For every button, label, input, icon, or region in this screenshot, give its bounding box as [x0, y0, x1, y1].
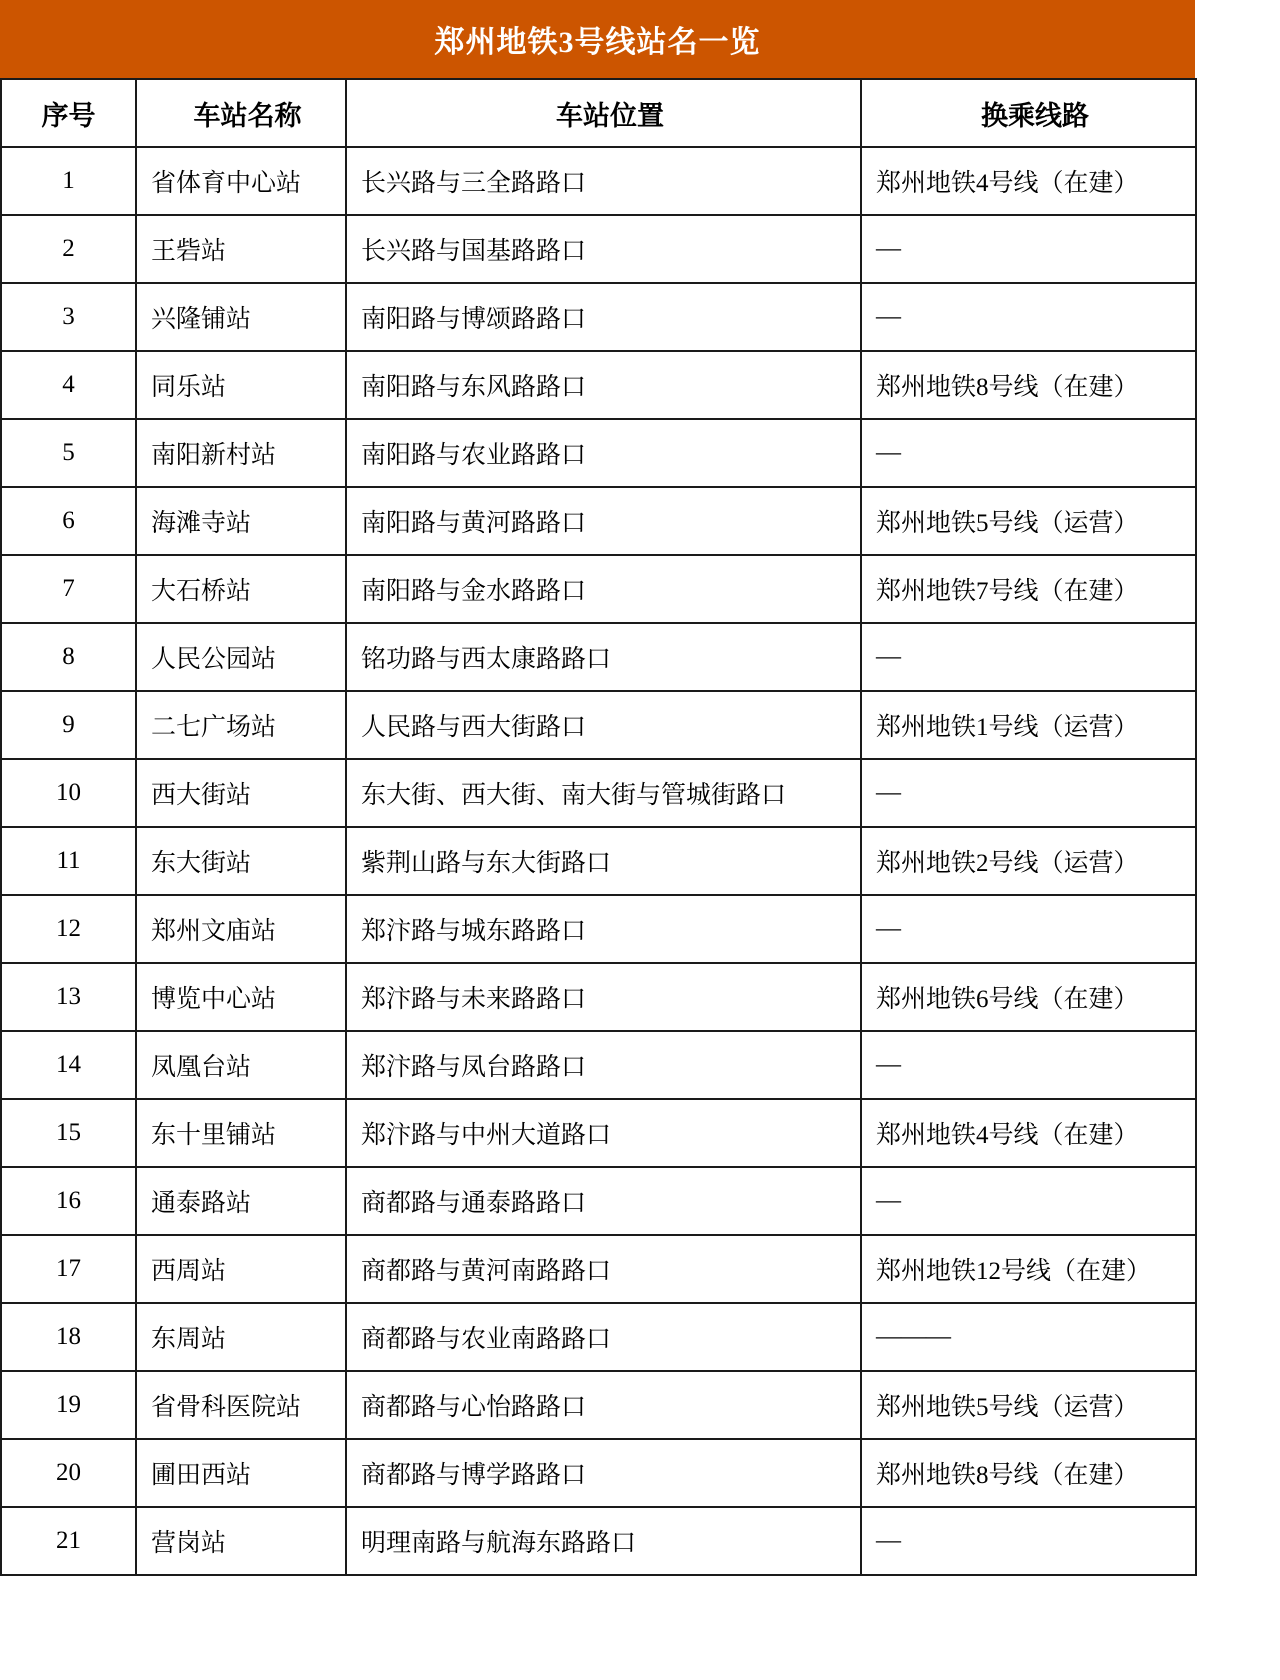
cell-station-name: 博览中心站 — [136, 963, 346, 1031]
cell-transfer-line: 郑州地铁4号线（在建） — [861, 147, 1196, 215]
table-row — [1, 1099, 1196, 1167]
table-row — [1, 487, 1196, 555]
cell-station-location: 郑汴路与城东路路口 — [346, 895, 861, 963]
cell-transfer-line: ——— — [861, 1303, 1196, 1371]
cell-station-name: 东大街站 — [136, 827, 346, 895]
table-row — [1, 1235, 1196, 1303]
cell-station-name: 同乐站 — [136, 351, 346, 419]
table-row — [1, 1167, 1196, 1235]
cell-station-location: 铭功路与西太康路路口 — [346, 623, 861, 691]
cell-station-name: 兴隆铺站 — [136, 283, 346, 351]
cell-transfer-line: 郑州地铁2号线（运营） — [861, 827, 1196, 895]
cell-transfer-line: — — [861, 623, 1196, 691]
cell-station-name: 圃田西站 — [136, 1439, 346, 1507]
cell-index: 11 — [1, 827, 136, 895]
cell-station-name: 营岗站 — [136, 1507, 346, 1575]
cell-index: 2 — [1, 215, 136, 283]
table-row — [1, 1507, 1196, 1575]
cell-transfer-line: 郑州地铁6号线（在建） — [861, 963, 1196, 1031]
cell-index: 18 — [1, 1303, 136, 1371]
table-row — [1, 963, 1196, 1031]
cell-index: 8 — [1, 623, 136, 691]
cell-transfer-line: — — [861, 215, 1196, 283]
cell-station-name: 西大街站 — [136, 759, 346, 827]
cell-transfer-line: — — [861, 1167, 1196, 1235]
cell-index: 14 — [1, 1031, 136, 1099]
table-body — [1, 147, 1196, 1575]
cell-transfer-line: 郑州地铁12号线（在建） — [861, 1235, 1196, 1303]
cell-station-location: 南阳路与农业路路口 — [346, 419, 861, 487]
cell-station-name: 人民公园站 — [136, 623, 346, 691]
cell-index: 3 — [1, 283, 136, 351]
cell-index: 16 — [1, 1167, 136, 1235]
cell-transfer-line: 郑州地铁5号线（运营） — [861, 487, 1196, 555]
cell-index: 12 — [1, 895, 136, 963]
cell-station-name: 凤凰台站 — [136, 1031, 346, 1099]
cell-station-name: 南阳新村站 — [136, 419, 346, 487]
table-row — [1, 1439, 1196, 1507]
cell-station-location: 郑汴路与凤台路路口 — [346, 1031, 861, 1099]
cell-station-name: 王砦站 — [136, 215, 346, 283]
table-row — [1, 419, 1196, 487]
station-table — [0, 78, 1197, 1576]
cell-station-location: 商都路与博学路路口 — [346, 1439, 861, 1507]
cell-station-location: 南阳路与金水路路口 — [346, 555, 861, 623]
table-row — [1, 351, 1196, 419]
cell-station-name: 省体育中心站 — [136, 147, 346, 215]
cell-transfer-line: 郑州地铁8号线（在建） — [861, 1439, 1196, 1507]
cell-transfer-line: 郑州地铁4号线（在建） — [861, 1099, 1196, 1167]
table-row — [1, 691, 1196, 759]
cell-transfer-line: — — [861, 1031, 1196, 1099]
table-row — [1, 895, 1196, 963]
cell-station-location: 人民路与西大街路口 — [346, 691, 861, 759]
cell-index: 4 — [1, 351, 136, 419]
column-header-location: 车站位置 — [346, 79, 861, 147]
page-title: 郑州地铁3号线站名一览 — [0, 0, 1195, 78]
cell-index: 7 — [1, 555, 136, 623]
cell-index: 13 — [1, 963, 136, 1031]
cell-index: 9 — [1, 691, 136, 759]
cell-station-name: 东周站 — [136, 1303, 346, 1371]
table-row — [1, 827, 1196, 895]
cell-station-location: 长兴路与国基路路口 — [346, 215, 861, 283]
cell-station-location: 东大街、西大街、南大街与管城街路口 — [346, 759, 861, 827]
cell-station-location: 郑汴路与中州大道路口 — [346, 1099, 861, 1167]
cell-transfer-line: — — [861, 1507, 1196, 1575]
table-header — [1, 79, 1196, 147]
cell-station-name: 郑州文庙站 — [136, 895, 346, 963]
cell-station-name: 海滩寺站 — [136, 487, 346, 555]
table-row — [1, 1303, 1196, 1371]
column-header-station: 车站名称 — [136, 79, 346, 147]
cell-station-location: 商都路与通泰路路口 — [346, 1167, 861, 1235]
cell-transfer-line: 郑州地铁1号线（运营） — [861, 691, 1196, 759]
table-header-row — [1, 79, 1196, 147]
table-row — [1, 215, 1196, 283]
cell-transfer-line: — — [861, 419, 1196, 487]
table-row — [1, 1371, 1196, 1439]
column-header-transfer: 换乘线路 — [861, 79, 1196, 147]
cell-transfer-line: 郑州地铁7号线（在建） — [861, 555, 1196, 623]
cell-index: 20 — [1, 1439, 136, 1507]
column-header-index: 序号 — [1, 79, 136, 147]
cell-station-location: 紫荆山路与东大街路口 — [346, 827, 861, 895]
table-row — [1, 147, 1196, 215]
cell-index: 5 — [1, 419, 136, 487]
cell-station-location: 郑汴路与未来路路口 — [346, 963, 861, 1031]
cell-station-location: 南阳路与东风路路口 — [346, 351, 861, 419]
cell-index: 17 — [1, 1235, 136, 1303]
cell-station-name: 西周站 — [136, 1235, 346, 1303]
cell-index: 1 — [1, 147, 136, 215]
cell-station-name: 东十里铺站 — [136, 1099, 346, 1167]
cell-transfer-line: — — [861, 895, 1196, 963]
cell-station-name: 二七广场站 — [136, 691, 346, 759]
table-row — [1, 759, 1196, 827]
cell-station-name: 大石桥站 — [136, 555, 346, 623]
cell-station-location: 商都路与黄河南路路口 — [346, 1235, 861, 1303]
cell-transfer-line: 郑州地铁5号线（运营） — [861, 1371, 1196, 1439]
cell-index: 21 — [1, 1507, 136, 1575]
cell-station-name: 省骨科医院站 — [136, 1371, 346, 1439]
cell-transfer-line: 郑州地铁8号线（在建） — [861, 351, 1196, 419]
cell-index: 10 — [1, 759, 136, 827]
table-row — [1, 555, 1196, 623]
cell-index: 6 — [1, 487, 136, 555]
cell-transfer-line: — — [861, 283, 1196, 351]
cell-station-location: 商都路与农业南路路口 — [346, 1303, 861, 1371]
table-row — [1, 1031, 1196, 1099]
table-row — [1, 283, 1196, 351]
cell-index: 19 — [1, 1371, 136, 1439]
table-row — [1, 623, 1196, 691]
cell-index: 15 — [1, 1099, 136, 1167]
cell-station-location: 南阳路与博颂路路口 — [346, 283, 861, 351]
cell-transfer-line: — — [861, 759, 1196, 827]
cell-station-location: 长兴路与三全路路口 — [346, 147, 861, 215]
cell-station-location: 南阳路与黄河路路口 — [346, 487, 861, 555]
cell-station-location: 商都路与心怡路路口 — [346, 1371, 861, 1439]
cell-station-location: 明理南路与航海东路路口 — [346, 1507, 861, 1575]
cell-station-name: 通泰路站 — [136, 1167, 346, 1235]
